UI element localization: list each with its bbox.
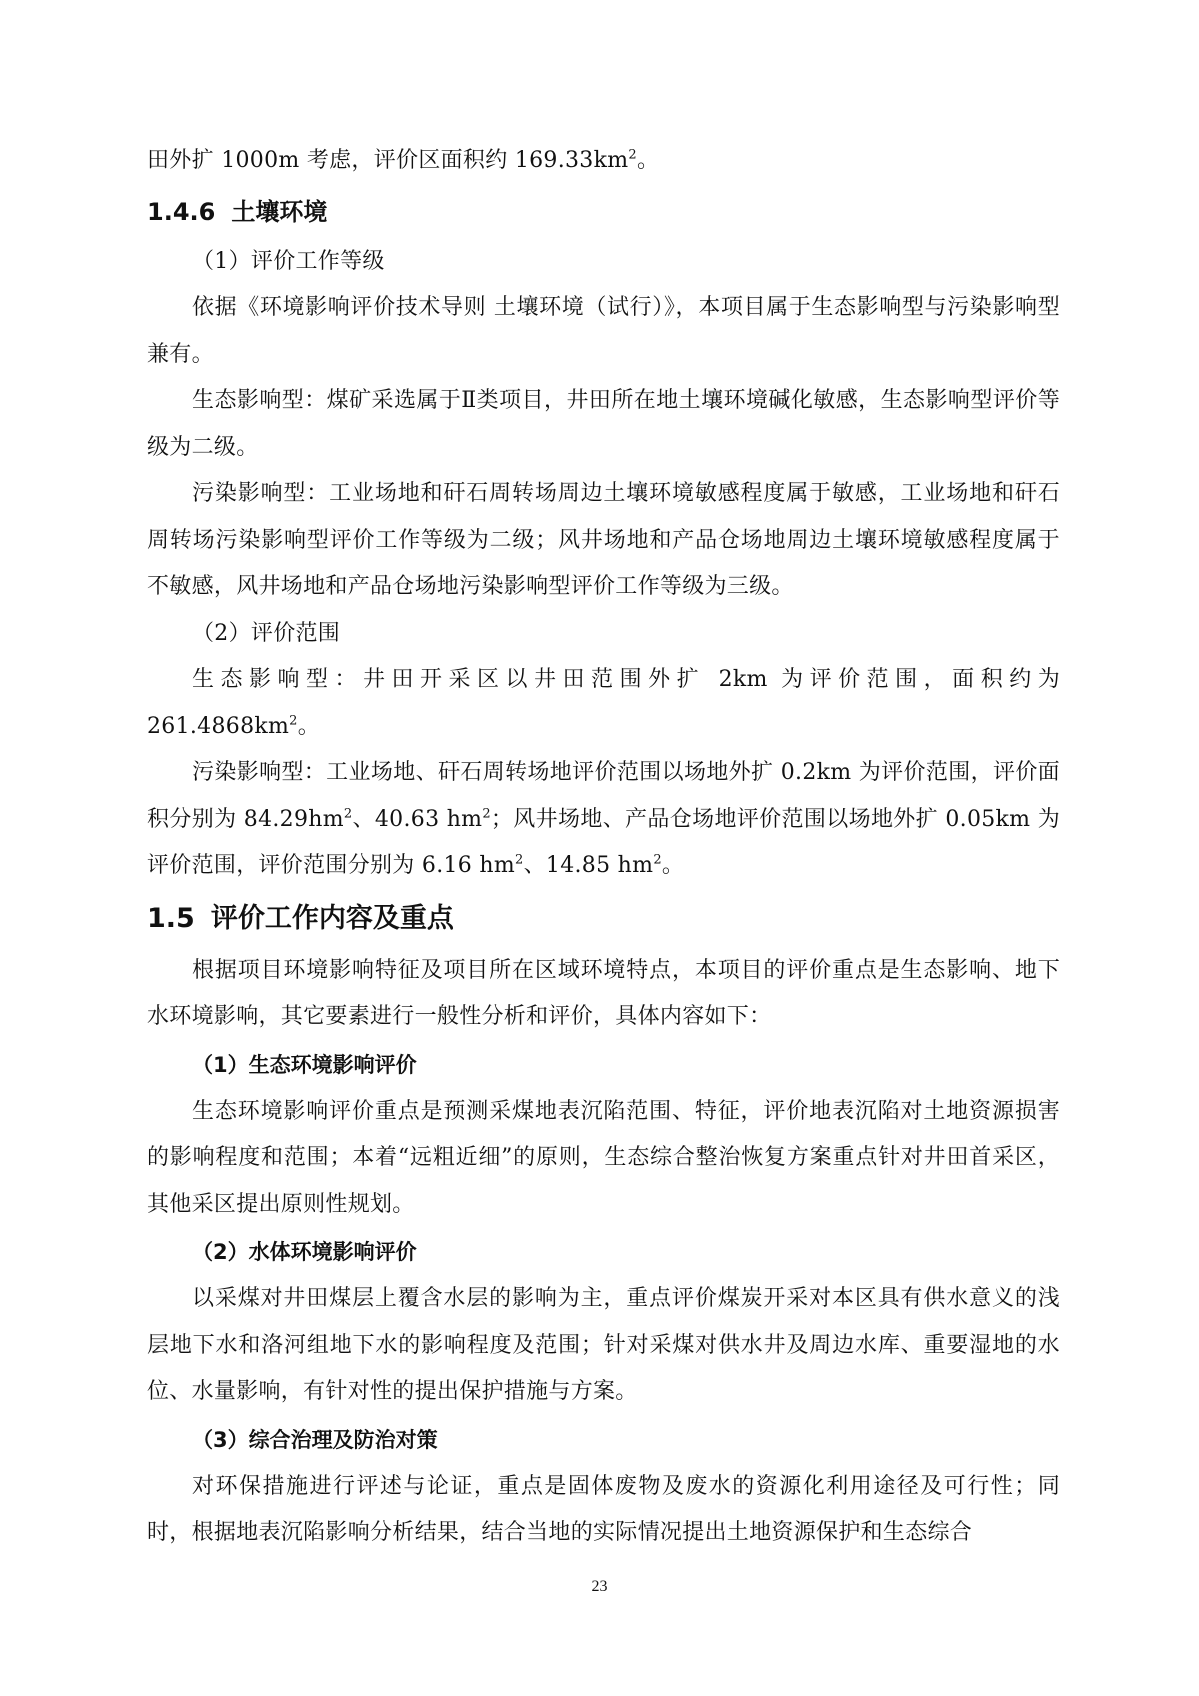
paragraph-ecological-range: 生态影响型：井田开采区以井田范围外扩 2km 为评价范围，面积约为 $261.4868km^2$。 — [147, 667, 1060, 739]
subheading-evaluation-range: （2）评价范围 — [192, 620, 341, 646]
paragraph-guideline: 依据《环境影响评价技术导则 土壤环境（试行）》，本项目属于生态影响型与污染影响型兼有。 — [147, 295, 1060, 367]
heading-ecological-impact: （1）生态环境影响评价 — [192, 1052, 417, 1077]
heading-water-impact: （2）水体环境影响评价 — [192, 1240, 417, 1264]
page-content — [147, 138, 1060, 1557]
paragraph-ecological-type: 生态影响型：煤矿采选属于Ⅱ类项目，井田所在地土壤环境碱化敏感，生态影响型评价等级为二级。 — [147, 388, 1060, 460]
paragraph-pollution-type: 污染影响型：工业场地和矸石周转场周边土壤环境敏感程度属于敏感，工业场地和矸石周转场污染影响型评价工作等级为二级；风井场地和产品仓场地周边土壤环境敏感程度属于不敏感，风井场地和产品仓场地污染影响型评价工作等级为三级。 — [147, 481, 1060, 599]
heading-1-4-6: 1.4.6 土壤环境 — [147, 197, 328, 226]
subheading-evaluation-level: （1）评价工作等级 — [192, 248, 385, 274]
paragraph-water-impact: 以采煤对井田煤层上覆含水层的影响为主，重点评价煤炭开采对本区具有供水意义的浅层地下水和洛河组地下水的影响程度及范围；针对采煤对供水井及周边水库、重要湿地的水位、水量影响，有针对性的提出保护措施与方案。 — [147, 1286, 1060, 1404]
page-number: 23 — [591, 1578, 608, 1595]
heading-comprehensive-treatment: （3）综合治理及防治对策 — [192, 1427, 438, 1452]
paragraph-pollution-range: 污染影响型：工业场地、矸石周转场地评价范围以场地外扩 0.2km 为评价范围，评价面积分别为 $84.29hm^2$、40.63 $hm^2$；风井场地、产品仓场地评价范围以场地外扩 0.05km 为评价范围，评价范围分别为 6.16 $hm^2$、14.85 $hm^2$。 — [147, 760, 1060, 878]
paragraph-ecological-impact: 生态环境影响评价重点是预测采煤地表沉陷范围、特征，评价地表沉陷对土地资源损害的影响程度和范围；本着“远粗近细”的原则，生态综合整治恢复方案重点针对井田首采区，其他采区提出原则性规划。 — [147, 1098, 1060, 1217]
heading-1-5: 1.5 评价工作内容及重点 — [147, 902, 454, 934]
paragraph-comprehensive-treatment: 对环保措施进行评述与论证，重点是固体废物及废水的资源化利用途径及可行性；同时，根据地表沉陷影响分析结果，结合当地的实际情况提出土地资源保护和生态综合 — [147, 1473, 1060, 1545]
paragraph-continuation: 田外扩 1000m 考虑，评价区面积约 $169.33km^2$。 — [147, 147, 660, 173]
paragraph-focus-intro: 根据项目环境影响特征及项目所在区域环境特点，本项目的评价重点是生态影响、地下水环境影响，其它要素进行一般性分析和评价，具体内容如下： — [147, 957, 1060, 1029]
